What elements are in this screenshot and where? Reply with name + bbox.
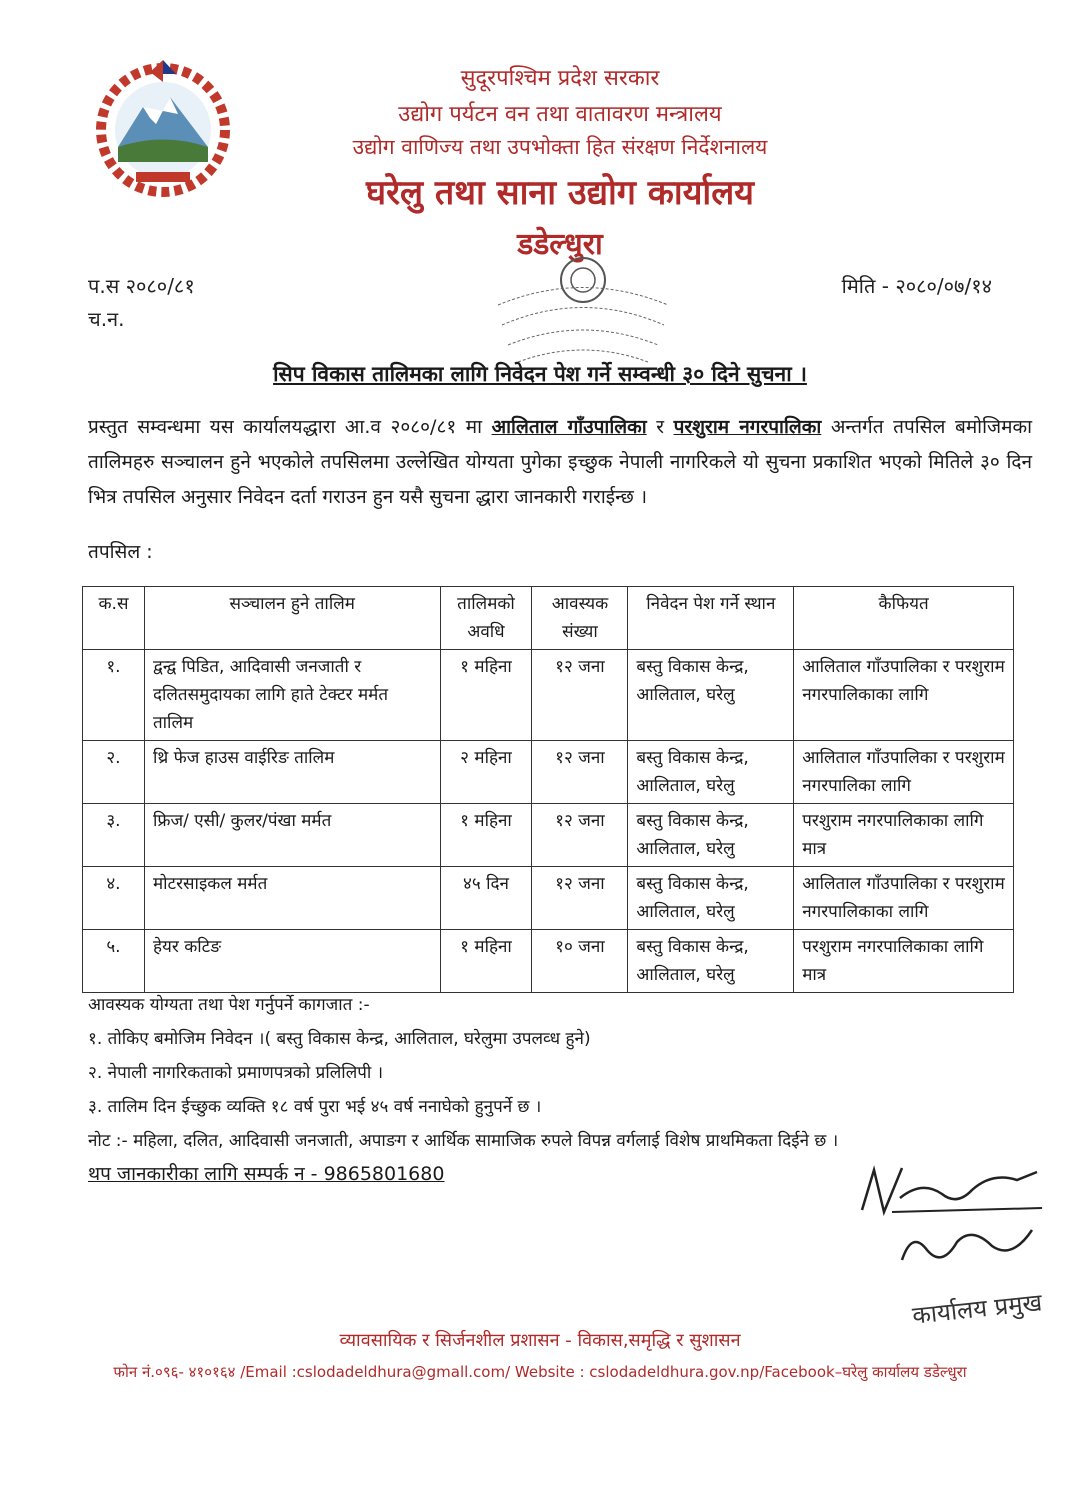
col-header-training: सञ्चालन हुने तालिम — [144, 587, 440, 650]
signature-icon — [852, 1150, 1052, 1300]
notice-intro-paragraph — [88, 410, 1032, 515]
requirement-item: २. नेपाली नागरिकताको प्रमाणपत्रको प्रलिलिपी । — [88, 1063, 384, 1083]
table-row — [83, 930, 1014, 993]
intro-text: अन्तर्गत तपसिल बमोजिमका तालिमहरु सञ्चालन हुने भएकोले तपसिलमा उल्लेखित योग्यता पुगेका इच्छुक नेपाली नागरिकले यो सुचना प्रकाशित भएको मितिले ३० दिन भित्र तपसिल अनुसार निवेदन दर्ता गराउन हुन यसै सुचना द्धारा जानकारी गराईन्छ । — [88, 416, 1032, 508]
cell-count: १२ जना — [532, 804, 628, 867]
dispatch-number: च.न. — [88, 307, 125, 331]
nepal-emblem-icon — [88, 52, 238, 202]
table-header-row — [83, 587, 1014, 650]
cell-training: थ्रि फेज हाउस वाईरिङ तालिम — [144, 741, 440, 804]
cell-count: १२ जना — [532, 650, 628, 741]
reference-number: प.स २०८०/८१ — [88, 274, 195, 298]
office-chief-stamp: कार्यालय प्रमुख — [910, 1288, 1044, 1330]
header-office: घरेलु तथा साना उद्योग कार्यालय — [366, 173, 754, 213]
cell-remarks: परशुराम नगरपालिकाका लागि मात्र — [794, 930, 1014, 993]
cell-training: फ्रिज/ एसी/ कुलर/पंखा मर्मत — [144, 804, 440, 867]
cell-sn: ३. — [83, 804, 145, 867]
cell-place: बस्तु विकास केन्द्र, आलिताल, घरेलु — [628, 804, 794, 867]
requirement-item: ३. तालिम दिन ईच्छुक व्यक्ति १८ वर्ष पुरा भई ४५ वर्ष ननाघेको हुनुपर्ने छ । — [88, 1097, 542, 1117]
header-directorate: उद्योग वाणिज्य तथा उपभोक्ता हित संरक्षण निर्देशनालय — [352, 135, 768, 159]
cell-duration: २ महिना — [440, 741, 532, 804]
notice-title: सिप विकास तालिमका लागि निवेदन पेश गर्ने सम्वन्धी ३० दिने सुचना । — [273, 362, 807, 386]
cell-duration: १ महिना — [440, 650, 532, 741]
table-row — [83, 741, 1014, 804]
cell-remarks: आलिताल गाँउपालिका र परशुराम नगरपालिकाका लागि — [794, 867, 1014, 930]
footer-motto: व्यावसायिक र सिर्जनशील प्रशासन - विकास,समृद्धि र सुशासन — [339, 1330, 741, 1351]
col-header-place: निवेदन पेश गर्ने स्थान — [628, 587, 794, 650]
cell-count: १२ जना — [532, 741, 628, 804]
cell-place: बस्तु विकास केन्द्र, आलिताल, घरेलु — [628, 930, 794, 993]
cell-sn: २. — [83, 741, 145, 804]
table-row — [83, 867, 1014, 930]
col-header-remarks: कैफियत — [794, 587, 1014, 650]
cell-duration: १ महिना — [440, 930, 532, 993]
intro-municipality-1: आलिताल गाँउपालिका — [491, 416, 647, 438]
table-row — [83, 650, 1014, 741]
training-table — [82, 586, 1014, 993]
cell-sn: ५. — [83, 930, 145, 993]
header-province: सुदूरपश्चिम प्रदेश सरकार — [460, 66, 660, 91]
cell-remarks: आलिताल गाँउपालिका र परशुराम नगरपालिकाका लागि — [794, 650, 1014, 741]
col-header-required: आवस्यक संख्या — [532, 587, 628, 650]
cell-sn: १. — [83, 650, 145, 741]
cell-duration: ४५ दिन — [440, 867, 532, 930]
priority-note: नोट :- महिला, दलित, आदिवासी जनजाती, अपाङग र आर्थिक सामाजिक रुपले विपन्न वर्गलाई विशेष प्राथमिकता दिईने छ । — [88, 1131, 839, 1151]
table-row — [83, 804, 1014, 867]
intro-municipality-2: परशुराम नगरपालिका — [673, 416, 822, 438]
notice-date: मिति - २०८०/०७/१४ — [841, 274, 992, 298]
cell-training: हेयर कटिङ — [144, 930, 440, 993]
cell-count: १२ जना — [532, 867, 628, 930]
cell-training: मोटरसाइकल मर्मत — [144, 867, 440, 930]
intro-text: प्रस्तुत सम्वन्धमा यस कार्यालयद्धारा आ.व २०८०/८१ मा — [88, 416, 492, 438]
header-district: डडेल्धुरा — [517, 227, 603, 262]
cell-remarks: परशुराम नगरपालिकाका लागि मात्र — [794, 804, 1014, 867]
requirements-heading: आवस्यक योग्यता तथा पेश गर्नुपर्ने कागजात :- — [88, 995, 370, 1015]
col-header-sn: क.स — [83, 587, 145, 650]
cell-place: बस्तु विकास केन्द्र, आलिताल, घरेलु — [628, 741, 794, 804]
cell-place: बस्तु विकास केन्द्र, आलिताल, घरेलु — [628, 650, 794, 741]
schedule-label: तपसिल : — [88, 541, 153, 563]
cell-duration: १ महिना — [440, 804, 532, 867]
header-ministry: उद्योग पर्यटन वन तथा वातावरण मन्त्रालय — [398, 102, 722, 127]
cell-sn: ४. — [83, 867, 145, 930]
cell-count: १० जना — [532, 930, 628, 993]
col-header-duration: तालिमको अवधि — [440, 587, 532, 650]
cell-training: द्वन्द्व पिडित, आदिवासी जनजाती र दलितसमुदायका लागि हाते टेक्टर मर्मत तालिम — [144, 650, 440, 741]
footer-contact: फोन नं.०९६- ४१०१६४ /Email :cslodadeldhura@gmall.com/ Website : cslodadeldhura.gov.np/Facebook–घरेलु कार्यालय डडेल्धुरा — [113, 1363, 967, 1381]
contact-number: थप जानकारीका लागि सम्पर्क न - 9865801680 — [88, 1163, 445, 1185]
intro-text: र — [646, 416, 674, 438]
cell-remarks: आलिताल गाँउपालिका र परशुराम नगरपालिका लागि — [794, 741, 1014, 804]
cell-place: बस्तु विकास केन्द्र, आलिताल, घरेलु — [628, 867, 794, 930]
requirement-item: १. तोकिए बमोजिम निवेदन ।( बस्तु विकास केन्द्र, आलिताल, घरेलुमा उपलव्ध हुने) — [88, 1029, 591, 1049]
